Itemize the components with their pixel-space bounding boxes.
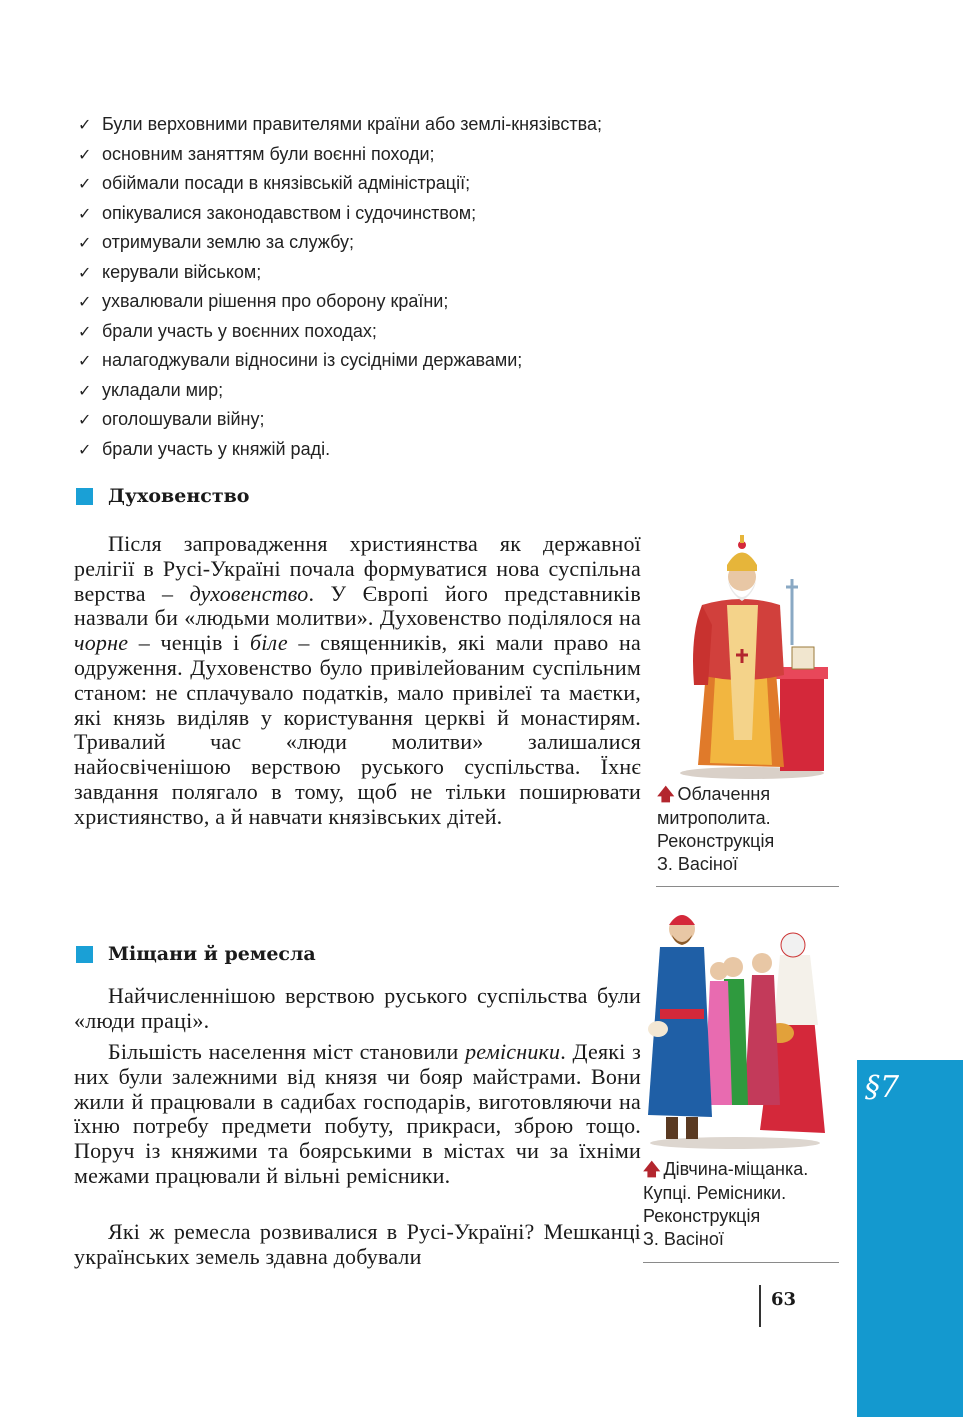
list-item: ✓ основним заняттям були воєнні походи; bbox=[78, 140, 602, 170]
check-icon: ✓ bbox=[78, 233, 92, 252]
caption-metropolitan: 🡅 Облачення митрополита. Реконструкція З. Васіної bbox=[657, 784, 775, 874]
list-item: ✓ опікувалися законодавством і судочинством; bbox=[78, 199, 602, 229]
page-number-divider bbox=[759, 1285, 761, 1327]
section-heading-townsfolk bbox=[76, 943, 316, 965]
list-item: ✓ брали участь у княжій раді. bbox=[78, 435, 602, 465]
section-title: Міщани й ремесла bbox=[108, 943, 316, 965]
paragraph-clergy: Після запровадження християнства як державної релігії в Русі-Україні почала формуватися нова суспільна верства – духовенство. У Європі його представників назвали би «людьми молитви». Духовенство поділялося на чорне – ченців і біле – священників, які мали право на одруження. Духовенство було привілейованим суспільним станом: не сплачувало податків, мало привілеї та маєтки, які князь виділяв у користування церкві й монастирям. Тривалий час «люди молитви» залишалися найосвіченішою верствою руського суспільства. Їхнє завдання полягало в тому, щоб не тільки поширювати християнство, а й навчати князівських дітей. bbox=[74, 531, 642, 829]
metropolitan-illustration bbox=[672, 535, 832, 780]
list-item: ✓ налагоджували відносини із сусідніми державами; bbox=[78, 346, 602, 376]
list-item: ✓ Були верховними правителями країни або землі-князівства; bbox=[78, 110, 602, 140]
caption-divider bbox=[643, 1262, 839, 1263]
check-icon: ✓ bbox=[78, 203, 92, 223]
square-icon bbox=[76, 488, 93, 505]
check-icon: ✓ bbox=[78, 321, 92, 341]
arrow-up-icon: 🡅 bbox=[657, 785, 675, 805]
list-item: ✓ обіймали посади в князівській адміністрації; bbox=[78, 169, 602, 199]
chapter-label: §7 bbox=[865, 1070, 900, 1105]
check-icon: ✓ bbox=[78, 351, 92, 370]
check-icon: ✓ bbox=[78, 439, 92, 459]
check-icon: ✓ bbox=[78, 292, 92, 311]
caption-divider bbox=[656, 886, 839, 887]
townsfolk-illustration bbox=[640, 905, 830, 1150]
section-heading-clergy bbox=[76, 485, 249, 507]
section-title: Духовенство bbox=[108, 485, 250, 507]
list-item: ✓ отримували землю за службу; bbox=[78, 228, 602, 258]
list-item: ✓ оголошували війну; bbox=[78, 405, 602, 435]
square-icon bbox=[76, 946, 93, 963]
paragraph-townsfolk-1: Найчисленнішою верствою руського суспільства були «люди праці». bbox=[74, 983, 641, 1033]
page-number: 63 bbox=[771, 1289, 797, 1310]
list-item: ✓ брали участь у воєнних походах; bbox=[78, 317, 602, 347]
check-icon: ✓ bbox=[78, 262, 92, 282]
arrow-up-icon: 🡅 bbox=[643, 1160, 661, 1180]
list-item: ✓ керували військом; bbox=[78, 258, 602, 288]
check-icon: ✓ bbox=[78, 410, 92, 429]
paragraph-townsfolk-3: Які ж ремесла розвивалися в Русі-Україні? Мешканці українських земель здавна добували bbox=[74, 1219, 641, 1269]
paragraph-townsfolk-2: Більшість населення міст становили ремісники. Деякі з них були залежними від князя чи бояр майстрами. Вони жили й працювали в садибах господарів, виготовляючи на їхню потребу предмети побуту, прикраси, зброю тощо. Поруч із княжими та боярськими в містах чи за їхніми межами працювали й вільні ремісники. bbox=[74, 1039, 641, 1188]
list-item: ✓ ухвалювали рішення про оборону країни; bbox=[78, 287, 602, 317]
list-item: ✓ укладали мир; bbox=[78, 376, 602, 406]
chapter-side-tab bbox=[857, 1060, 963, 1417]
check-icon: ✓ bbox=[78, 115, 92, 134]
check-icon: ✓ bbox=[78, 144, 92, 164]
check-icon: ✓ bbox=[78, 380, 92, 400]
caption-townsfolk: 🡅 Дівчина-міщанка. Купці. Ремісники. Реконструкція З. Васіної bbox=[643, 1159, 809, 1249]
checklist bbox=[78, 110, 602, 464]
check-icon: ✓ bbox=[78, 174, 92, 193]
